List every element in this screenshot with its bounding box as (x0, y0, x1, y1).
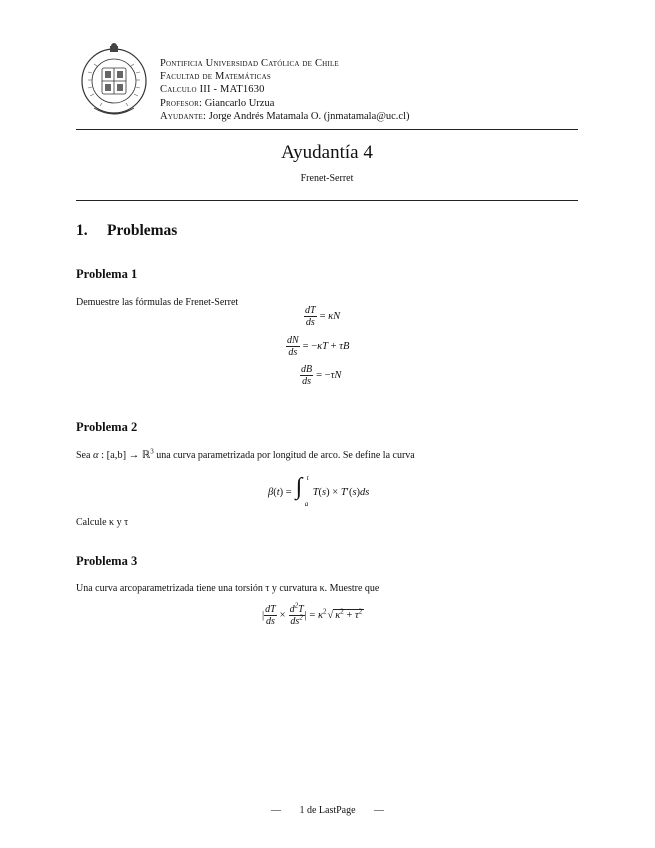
professor-name: Giancarlo Urzua (204, 97, 275, 109)
frenet-eq-2: $\frac{dN}{ds}$ = −κT + τB (287, 335, 350, 358)
fraction: $\frac{dT}{ds}$ (265, 604, 276, 627)
university-seal (80, 42, 148, 120)
problem-3-equation: | $\frac{dT}{ds}$ × $\frac{d^2T}{ds^2}$ | = $\kappa^2$ √ $\kappa^2 + \tau^2$ (262, 601, 363, 627)
fraction: $\frac{dB}{ds}$ (301, 364, 313, 387)
header-block (160, 57, 410, 123)
fraction: $\frac{dN}{ds}$ (287, 335, 299, 358)
footer-dash-right: — (374, 805, 385, 816)
university-name: Pontificia Universidad Católica de Chile (160, 58, 339, 69)
header-rule (76, 129, 578, 130)
problem-1-heading: Problema 1 (76, 267, 138, 281)
professor-label: Profesor: (160, 97, 203, 109)
assistant-line (160, 110, 410, 123)
beta-definition: β(t) = ∫ t a T(s) × T′(s)ds (268, 474, 370, 508)
problem-2-text-before: Sea (76, 450, 91, 461)
problem-3-heading: Problema 3 (76, 554, 138, 568)
problem-2-closing: Calcule κ y τ (76, 517, 129, 528)
fraction: $\frac{dT}{ds}$ (305, 305, 316, 328)
problem-2-heading: Problema 2 (76, 420, 138, 434)
university-seal-icon (80, 42, 148, 120)
assistant-name: Jorge Andrés Matamala O. (jnmatamala@uc.cl) (208, 110, 410, 122)
section-number: 1. (76, 222, 88, 239)
page-number: 1 de LastPage (299, 805, 356, 816)
fraction: $\frac{d^2T}{ds^2}$ (289, 601, 304, 627)
professor-line (160, 97, 410, 110)
curve-definition: α : [a,b] → ℝ$^3$ (92, 447, 154, 461)
problem-1-text: Demuestre las fórmulas de Frenet-Serret (76, 297, 239, 308)
course-name: Calculo III - MAT1630 (160, 84, 265, 96)
footer-dash-left: — (270, 805, 281, 816)
problem-2-text (76, 449, 415, 461)
title-rule (76, 200, 578, 201)
page-footer (0, 805, 655, 816)
assistant-label: Ayudante: (160, 110, 207, 122)
section-title: Problemas (107, 222, 178, 239)
faculty-name: Facultad de Matemáticas (160, 71, 271, 83)
frenet-eq-1: $\frac{dT}{ds}$ = κN (305, 305, 341, 328)
document-subtitle: Frenet-Serret (300, 173, 354, 184)
problem-2-text-after: una curva parametrizada por longitud de arco. Se define la curva (156, 450, 415, 461)
frenet-eq-3: $\frac{dB}{ds}$ = −τN (301, 364, 342, 387)
integral-sign: ∫ t a (295, 474, 309, 508)
section-heading (76, 222, 177, 240)
document-title: Ayudantía 4 (281, 142, 373, 163)
problem-3-text: Una curva arcoparametrizada tiene una torsión τ y curvatura κ. Muestre que (76, 583, 380, 594)
